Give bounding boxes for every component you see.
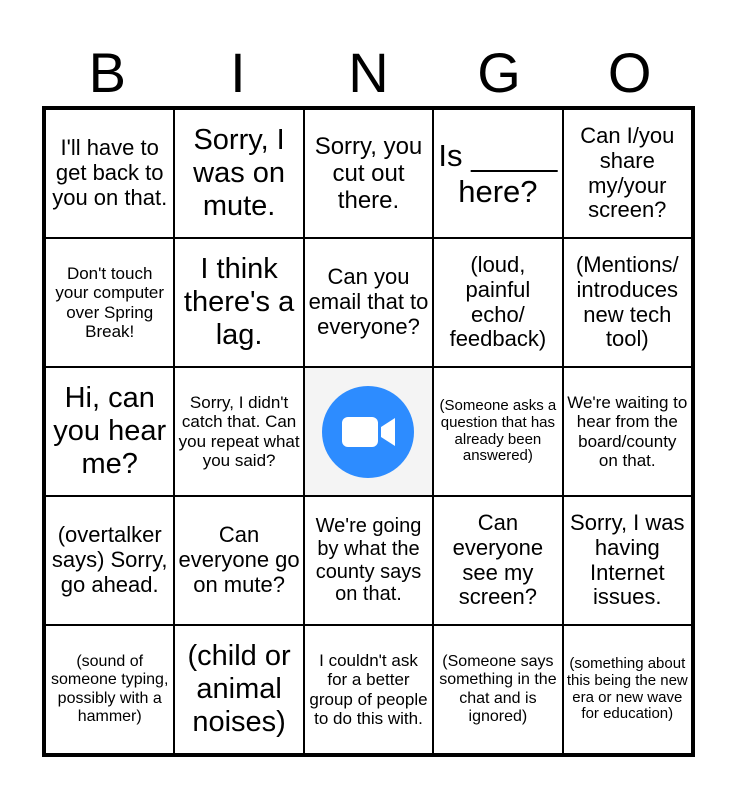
bingo-cell-1-3[interactable]: Sorry, you cut out there. (304, 109, 433, 238)
bingo-cell-3-2[interactable]: Sorry, I didn't catch that. Can you repeat what you said? (174, 367, 303, 496)
bingo-cell-2-4[interactable]: (loud, painful echo/ feedback) (433, 238, 562, 367)
bingo-cell-1-1[interactable]: I'll have to get back to you on that. (45, 109, 174, 238)
bingo-card (42, 106, 695, 757)
bingo-cell-2-2[interactable]: I think there's a lag. (174, 238, 303, 367)
bingo-cell-2-1[interactable]: Don't touch your computer over Spring Break! (45, 238, 174, 367)
header-letter-b: B (88, 41, 126, 104)
bingo-cell-5-5[interactable]: (something about this being the new era or new wave for education) (563, 625, 692, 754)
header-letter-n: N (348, 41, 389, 104)
bingo-cell-5-1[interactable]: (sound of someone typing, possibly with a hammer) (45, 625, 174, 754)
bingo-cell-2-5[interactable]: (Mentions/ introduces new tech tool) (563, 238, 692, 367)
header-letter-i: I (230, 41, 246, 104)
bingo-cell-4-5[interactable]: Sorry, I was having Internet issues. (563, 496, 692, 625)
bingo-cell-5-4[interactable]: (Someone says something in the chat and is ignored) (433, 625, 562, 754)
bingo-cell-1-5[interactable]: Can I/you share my/your screen? (563, 109, 692, 238)
bingo-cell-5-2[interactable]: (child or animal noises) (174, 625, 303, 754)
bingo-cell-3-4[interactable]: (Someone asks a question that has already been answered) (433, 367, 562, 496)
bingo-cell-4-4[interactable]: Can everyone see my screen? (433, 496, 562, 625)
bingo-cell-1-4[interactable]: Is _____ here? (433, 109, 562, 238)
bingo-header (42, 40, 695, 106)
bingo-cell-5-3[interactable]: I couldn't ask for a better group of people to do this with. (304, 625, 433, 754)
bingo-cell-2-3[interactable]: Can you email that to everyone? (304, 238, 433, 367)
bingo-cell-3-1[interactable]: Hi, can you hear me? (45, 367, 174, 496)
header-letter-g: G (477, 41, 521, 104)
bingo-cell-1-2[interactable]: Sorry, I was on mute. (174, 109, 303, 238)
bingo-cell-4-3[interactable]: We're going by what the county says on that. (304, 496, 433, 625)
video-camera-icon (320, 384, 416, 480)
header-letter-o: O (607, 41, 652, 104)
bingo-cell-3-5[interactable]: We're waiting to hear from the board/county on that. (563, 367, 692, 496)
bingo-free-space[interactable] (304, 367, 433, 496)
bingo-cell-4-1[interactable]: (overtalker says) Sorry, go ahead. (45, 496, 174, 625)
zoom-logo (305, 368, 432, 495)
bingo-cell-4-2[interactable]: Can everyone go on mute? (174, 496, 303, 625)
